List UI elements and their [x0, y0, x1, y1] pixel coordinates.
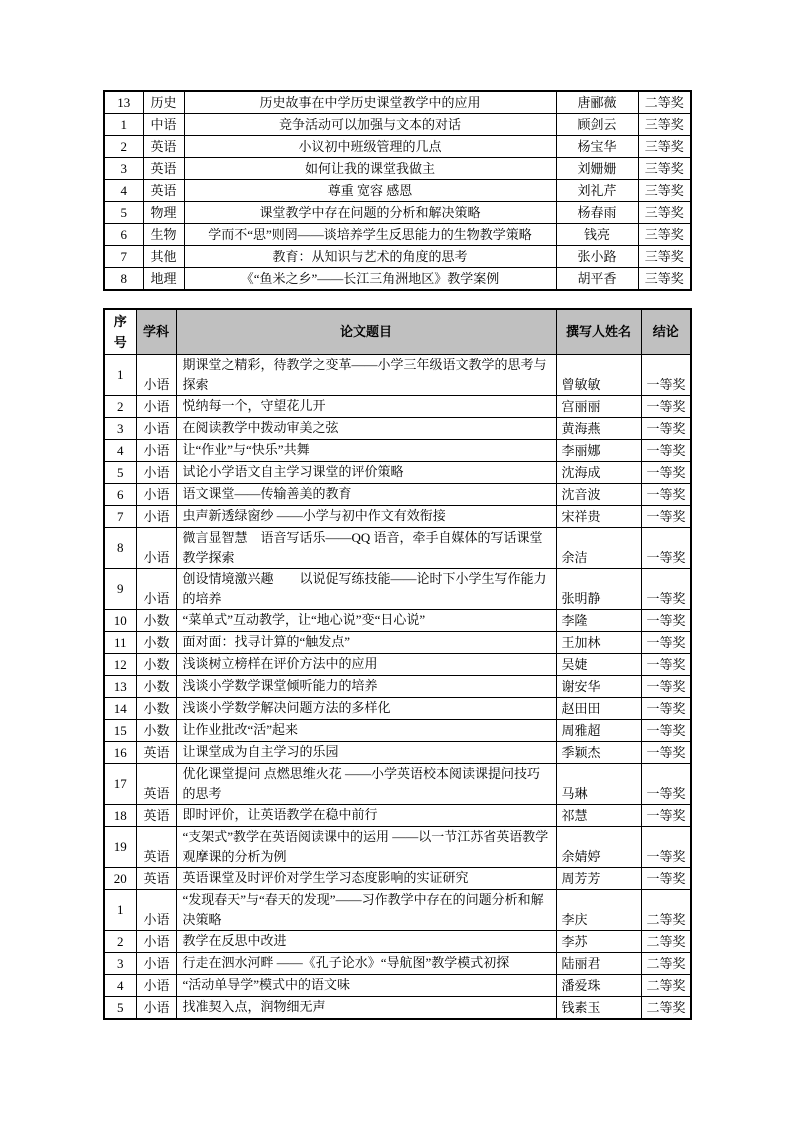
cell-author-name: 李丽娜: [556, 440, 641, 462]
cell-paper-title: 创设情境激兴趣 以说促写练技能——论时下小学生写作能力的培养: [176, 569, 556, 610]
header-subject: 学科: [136, 309, 176, 355]
cell-award-result: 二等奖: [641, 890, 691, 931]
table-row: [104, 114, 691, 136]
cell-serial-number: 13: [104, 676, 136, 698]
cell-paper-title: 如何让我的课堂我做主: [184, 158, 556, 180]
cell-author-name: 吴婕: [556, 654, 641, 676]
award-table-main-body: [104, 309, 691, 1019]
cell-award-result: 一等奖: [641, 506, 691, 528]
cell-award-result: 一等奖: [641, 440, 691, 462]
cell-author-name: 刘姗姗: [556, 158, 638, 180]
cell-subject: 其他: [143, 246, 184, 268]
cell-author-name: 沈音波: [556, 484, 641, 506]
cell-serial-number: 8: [104, 528, 136, 569]
cell-serial-number: 4: [104, 440, 136, 462]
cell-subject: 物理: [143, 202, 184, 224]
cell-serial-number: 16: [104, 742, 136, 764]
cell-serial-number: 3: [104, 953, 136, 975]
cell-paper-title: 浅谈小学数学解决问题方法的多样化: [176, 698, 556, 720]
cell-award-result: 一等奖: [641, 355, 691, 396]
cell-author-name: 谢安华: [556, 676, 641, 698]
cell-paper-title: 微言显智慧 语音写话乐——QQ 语音，牵手自媒体的写话课堂教学探索: [176, 528, 556, 569]
cell-paper-title: 教学在反思中改进: [176, 931, 556, 953]
cell-author-name: 顾剑云: [556, 114, 638, 136]
cell-author-name: 宋祥贵: [556, 506, 641, 528]
cell-serial-number: 6: [104, 224, 143, 246]
cell-author-name: 钱亮: [556, 224, 638, 246]
cell-paper-title: 课堂教学中存在问题的分析和解决策略: [184, 202, 556, 224]
cell-author-name: 钱素玉: [556, 997, 641, 1020]
table-row: [104, 136, 691, 158]
cell-author-name: 沈海成: [556, 462, 641, 484]
cell-award-result: 一等奖: [641, 462, 691, 484]
cell-paper-title: 英语课堂及时评价对学生学习态度影响的实证研究: [176, 868, 556, 890]
cell-author-name: 张小路: [556, 246, 638, 268]
cell-paper-title: 历史故事在中学历史课堂教学中的应用: [184, 91, 556, 114]
table-row: [104, 868, 691, 890]
cell-subject: 小语: [136, 396, 176, 418]
table-row: [104, 396, 691, 418]
cell-serial-number: 7: [104, 506, 136, 528]
cell-subject: 小语: [136, 418, 176, 440]
cell-paper-title: 浅谈小学数学课堂倾听能力的培养: [176, 676, 556, 698]
table-row: [104, 890, 691, 931]
cell-serial-number: 13: [104, 91, 143, 114]
cell-paper-title: 试论小学语文自主学习课堂的评价策略: [176, 462, 556, 484]
cell-subject: 地理: [143, 268, 184, 291]
cell-award-result: 一等奖: [641, 805, 691, 827]
cell-subject: 小数: [136, 654, 176, 676]
cell-subject: 小数: [136, 720, 176, 742]
table-row: [104, 997, 691, 1020]
table-row: [104, 654, 691, 676]
cell-serial-number: 7: [104, 246, 143, 268]
cell-subject: 生物: [143, 224, 184, 246]
table-row: [104, 484, 691, 506]
table-row: [104, 355, 691, 396]
cell-subject: 英语: [136, 742, 176, 764]
table-row: [104, 528, 691, 569]
cell-subject: 历史: [143, 91, 184, 114]
cell-paper-title: 语文课堂——传输善美的教育: [176, 484, 556, 506]
cell-subject: 英语: [136, 868, 176, 890]
cell-paper-title: 竞争活动可以加强与文本的对话: [184, 114, 556, 136]
cell-subject: 英语: [143, 158, 184, 180]
cell-award-result: 一等奖: [641, 528, 691, 569]
table-row: [104, 827, 691, 868]
cell-author-name: 潘爱珠: [556, 975, 641, 997]
cell-paper-title: “支架式”教学在英语阅读课中的运用 ——以一节江苏省英语教学观摩课的分析为例: [176, 827, 556, 868]
cell-author-name: 曾敏敏: [556, 355, 641, 396]
cell-serial-number: 12: [104, 654, 136, 676]
cell-award-result: 一等奖: [641, 418, 691, 440]
cell-serial-number: 3: [104, 158, 143, 180]
table-row: [104, 975, 691, 997]
cell-serial-number: 6: [104, 484, 136, 506]
cell-award-result: 一等奖: [641, 868, 691, 890]
table-row: [104, 720, 691, 742]
header-award: 结论: [641, 309, 691, 355]
cell-subject: 小语: [136, 997, 176, 1020]
cell-award-result: 一等奖: [641, 484, 691, 506]
table-row: [104, 268, 691, 291]
table-row: [104, 91, 691, 114]
cell-paper-title: “发现春天”与“春天的发现”——习作教学中存在的问题分析和解决策略: [176, 890, 556, 931]
cell-subject: 小数: [136, 676, 176, 698]
cell-award-result: 二等奖: [641, 975, 691, 997]
cell-subject: 小数: [136, 632, 176, 654]
table-row: [104, 180, 691, 202]
header-author: 撰写人姓名: [556, 309, 641, 355]
cell-paper-title: 优化课堂提问 点燃思维火花 ——小学英语校本阅读课提问技巧的思考: [176, 764, 556, 805]
cell-serial-number: 5: [104, 462, 136, 484]
cell-serial-number: 15: [104, 720, 136, 742]
cell-paper-title: 找准契入点，润物细无声: [176, 997, 556, 1020]
cell-award-result: 三等奖: [638, 268, 691, 291]
cell-author-name: 马琳: [556, 764, 641, 805]
cell-paper-title: 在阅读教学中拨动审美之弦: [176, 418, 556, 440]
cell-award-result: 二等奖: [641, 953, 691, 975]
cell-paper-title: “菜单式”互动教学，让“地心说”变“日心说”: [176, 610, 556, 632]
cell-author-name: 张明静: [556, 569, 641, 610]
cell-serial-number: 9: [104, 569, 136, 610]
cell-author-name: 李隆: [556, 610, 641, 632]
cell-subject: 英语: [136, 827, 176, 868]
table-row: [104, 158, 691, 180]
table-row: [104, 202, 691, 224]
cell-paper-title: 浅谈树立榜样在评价方法中的应用: [176, 654, 556, 676]
table-row: [104, 610, 691, 632]
cell-subject: 中语: [143, 114, 184, 136]
cell-serial-number: 17: [104, 764, 136, 805]
cell-serial-number: 11: [104, 632, 136, 654]
cell-subject: 小语: [136, 462, 176, 484]
cell-subject: 小语: [136, 528, 176, 569]
cell-paper-title: 行走在泗水河畔 ——《孔子论水》“导航图”教学模式初探: [176, 953, 556, 975]
cell-serial-number: 5: [104, 997, 136, 1020]
cell-award-result: 一等奖: [641, 742, 691, 764]
cell-serial-number: 3: [104, 418, 136, 440]
cell-author-name: 余婧婷: [556, 827, 641, 868]
cell-author-name: 胡平香: [556, 268, 638, 291]
cell-paper-title: 让课堂成为自主学习的乐园: [176, 742, 556, 764]
cell-award-result: 一等奖: [641, 827, 691, 868]
cell-serial-number: 20: [104, 868, 136, 890]
table-row: [104, 805, 691, 827]
cell-award-result: 二等奖: [638, 91, 691, 114]
table-row: [104, 440, 691, 462]
table-row: [104, 569, 691, 610]
cell-award-result: 一等奖: [641, 764, 691, 805]
table-header-row: [104, 309, 691, 355]
cell-serial-number: 1: [104, 355, 136, 396]
cell-paper-title: 即时评价，让英语教学在稳中前行: [176, 805, 556, 827]
table-row: [104, 506, 691, 528]
cell-award-result: 二等奖: [641, 997, 691, 1020]
cell-subject: 小语: [136, 931, 176, 953]
cell-subject: 小语: [136, 506, 176, 528]
cell-paper-title: 小议初中班级管理的几点: [184, 136, 556, 158]
cell-paper-title: 《“鱼米之乡”——长江三角洲地区》教学案例: [184, 268, 556, 291]
cell-subject: 英语: [143, 180, 184, 202]
award-table-continued-body: [104, 91, 691, 290]
cell-paper-title: 教育：从知识与艺术的角度的思考: [184, 246, 556, 268]
cell-subject: 英语: [136, 764, 176, 805]
cell-subject: 小语: [136, 355, 176, 396]
cell-author-name: 李庆: [556, 890, 641, 931]
cell-serial-number: 1: [104, 114, 143, 136]
cell-paper-title: 学而不“思”则罔——谈培养学生反思能力的生物教学策略: [184, 224, 556, 246]
cell-subject: 小数: [136, 610, 176, 632]
table-row: [104, 632, 691, 654]
cell-serial-number: 19: [104, 827, 136, 868]
cell-serial-number: 2: [104, 396, 136, 418]
cell-paper-title: 让作业批改“活”起来: [176, 720, 556, 742]
table-row: [104, 246, 691, 268]
cell-author-name: 周雅超: [556, 720, 641, 742]
cell-serial-number: 5: [104, 202, 143, 224]
cell-serial-number: 18: [104, 805, 136, 827]
cell-subject: 小数: [136, 698, 176, 720]
table-row: [104, 418, 691, 440]
cell-subject: 英语: [143, 136, 184, 158]
cell-award-result: 一等奖: [641, 610, 691, 632]
award-table-continued: [103, 90, 692, 291]
cell-paper-title: 虫声新透绿窗纱 ——小学与初中作文有效衔接: [176, 506, 556, 528]
cell-serial-number: 2: [104, 931, 136, 953]
cell-award-result: 一等奖: [641, 698, 691, 720]
cell-subject: 小语: [136, 484, 176, 506]
table-row: [104, 764, 691, 805]
award-table-main: [103, 308, 692, 1020]
cell-subject: 小语: [136, 953, 176, 975]
table-row: [104, 931, 691, 953]
cell-award-result: 一等奖: [641, 720, 691, 742]
cell-subject: 小语: [136, 975, 176, 997]
cell-subject: 小语: [136, 440, 176, 462]
cell-paper-title: 让“作业”与“快乐”共舞: [176, 440, 556, 462]
cell-award-result: 一等奖: [641, 569, 691, 610]
cell-award-result: 一等奖: [641, 632, 691, 654]
cell-subject: 小语: [136, 569, 176, 610]
cell-serial-number: 4: [104, 180, 143, 202]
header-no: [104, 309, 136, 355]
cell-serial-number: 1: [104, 890, 136, 931]
header-no-label: 序号: [113, 314, 127, 350]
cell-serial-number: 10: [104, 610, 136, 632]
cell-award-result: 二等奖: [641, 931, 691, 953]
cell-paper-title: 期课堂之精彩，待教学之变革——小学三年级语文教学的思考与探索: [176, 355, 556, 396]
cell-author-name: 赵田田: [556, 698, 641, 720]
cell-award-result: 三等奖: [638, 136, 691, 158]
cell-author-name: 季颖杰: [556, 742, 641, 764]
cell-subject: 英语: [136, 805, 176, 827]
cell-author-name: 祁慧: [556, 805, 641, 827]
cell-serial-number: 8: [104, 268, 143, 291]
cell-subject: 小语: [136, 890, 176, 931]
cell-award-result: 三等奖: [638, 180, 691, 202]
cell-author-name: 王加林: [556, 632, 641, 654]
cell-author-name: 李苏: [556, 931, 641, 953]
table-row: [104, 224, 691, 246]
cell-award-result: 一等奖: [641, 676, 691, 698]
cell-serial-number: 4: [104, 975, 136, 997]
cell-award-result: 三等奖: [638, 158, 691, 180]
cell-author-name: 唐郦薇: [556, 91, 638, 114]
cell-award-result: 一等奖: [641, 396, 691, 418]
table-row: [104, 676, 691, 698]
cell-author-name: 黄海燕: [556, 418, 641, 440]
cell-award-result: 三等奖: [638, 202, 691, 224]
header-title: 论文题目: [176, 309, 556, 355]
cell-paper-title: “活动单导学”模式中的语文味: [176, 975, 556, 997]
cell-serial-number: 2: [104, 136, 143, 158]
table-row: [104, 698, 691, 720]
cell-author-name: 杨宝华: [556, 136, 638, 158]
cell-paper-title: 尊重 宽容 感恩: [184, 180, 556, 202]
cell-author-name: 杨春雨: [556, 202, 638, 224]
cell-serial-number: 14: [104, 698, 136, 720]
cell-author-name: 宫丽丽: [556, 396, 641, 418]
table-row: [104, 742, 691, 764]
cell-paper-title: 面对面：找寻计算的“触发点”: [176, 632, 556, 654]
cell-award-result: 一等奖: [641, 654, 691, 676]
cell-award-result: 三等奖: [638, 246, 691, 268]
cell-award-result: 三等奖: [638, 114, 691, 136]
cell-author-name: 陆丽君: [556, 953, 641, 975]
cell-author-name: 余洁: [556, 528, 641, 569]
cell-author-name: 刘礼芹: [556, 180, 638, 202]
cell-paper-title: 悦纳每一个，守望花儿开: [176, 396, 556, 418]
table-row: [104, 953, 691, 975]
cell-author-name: 周芳芳: [556, 868, 641, 890]
table-row: [104, 462, 691, 484]
cell-award-result: 三等奖: [638, 224, 691, 246]
